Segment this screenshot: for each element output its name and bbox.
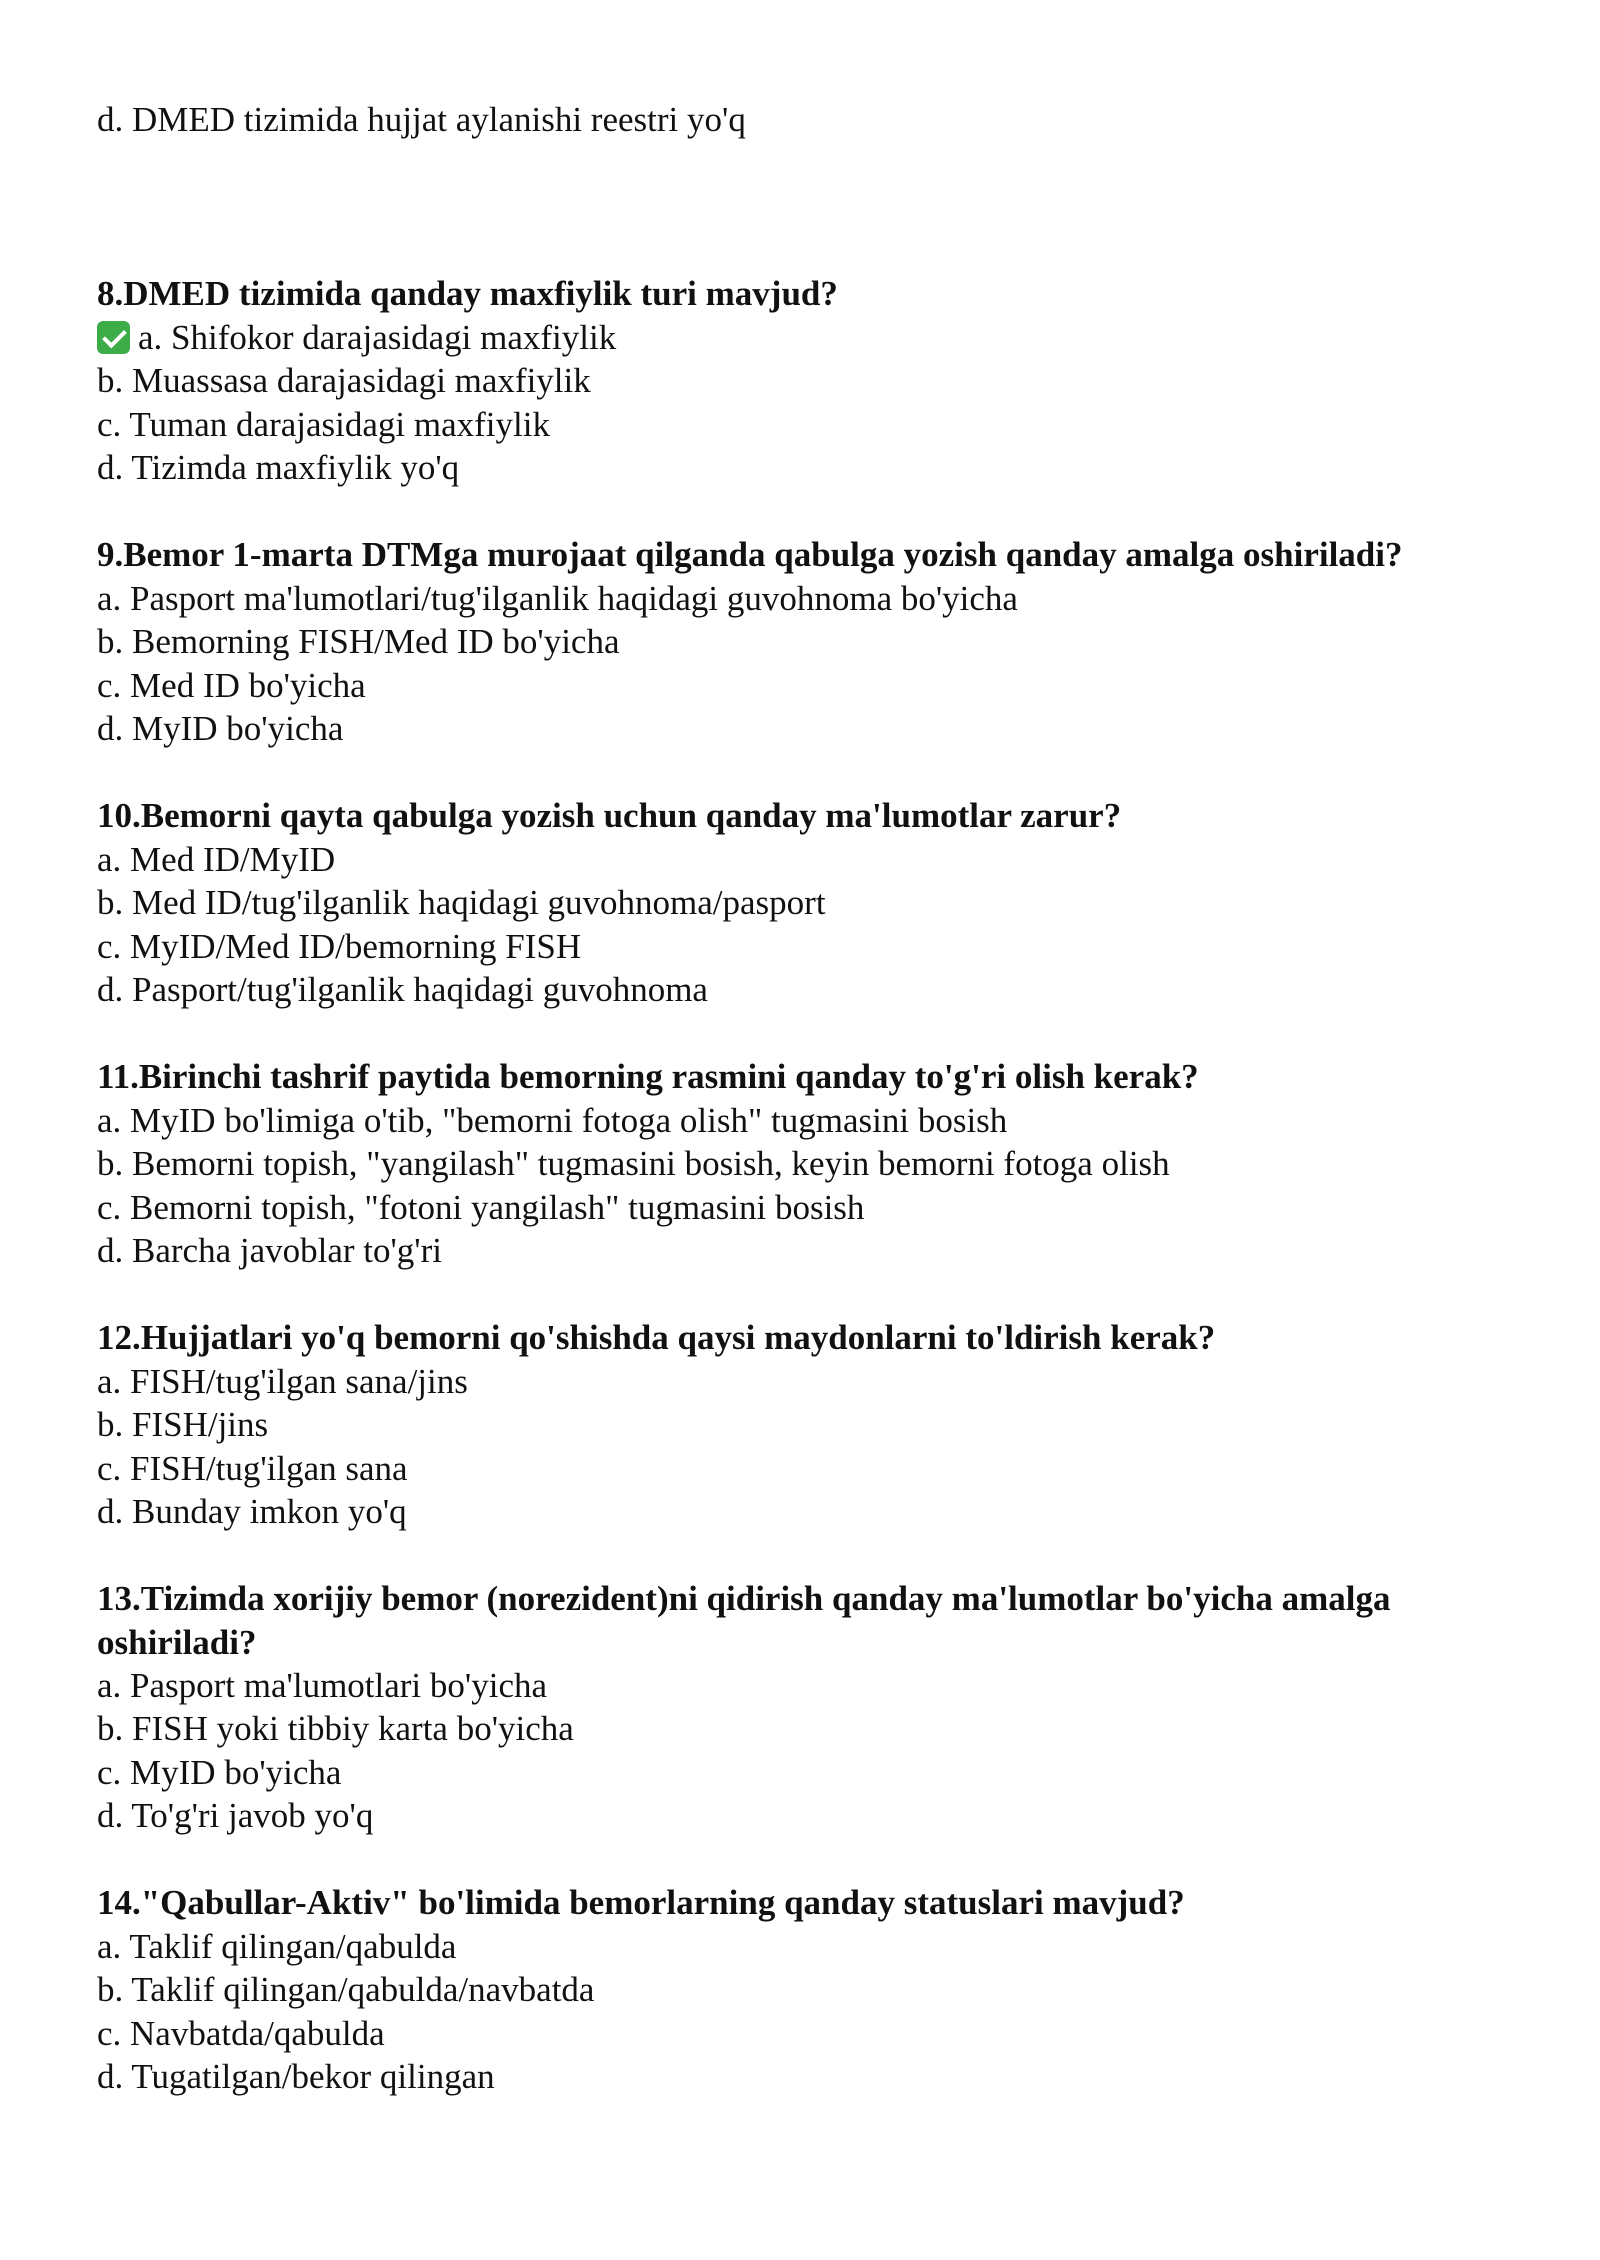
question-9-option-d: d. MyID bo'yicha [97, 709, 344, 748]
question-10-option-a: a. Med ID/MyID [97, 840, 336, 879]
question-14-option-d: d. Tugatilgan/bekor qilingan [97, 2057, 495, 2096]
question-12-option-c: c. FISH/tug'ilgan sana [97, 1449, 408, 1488]
question-11-option-d: d. Barcha javoblar to'g'ri [97, 1231, 442, 1270]
question-13-option-c: c. MyID bo'yicha [97, 1753, 342, 1792]
question-12-option-d: d. Bunday imkon yo'q [97, 1492, 407, 1531]
question-13-option-b: b. FISH yoki tibbiy karta bo'yicha [97, 1709, 574, 1748]
question-11-title: 11.Birinchi tashrif paytida bemorning rasmini qanday to'g'ri olish kerak? [97, 1057, 1199, 1096]
question-11-option-b: b. Bemorni topish, "yangilash" tugmasini bosish, keyin bemorni fotoga olish [97, 1144, 1170, 1183]
question-9-title: 9.Bemor 1-marta DTMga murojaat qilganda qabulga yozish qanday amalga oshiriladi? [97, 535, 1403, 574]
question-8-title: 8.DMED tizimida qanday maxfiylik turi mavjud? [97, 274, 838, 313]
question-13-option-d: d. To'g'ri javob yo'q [97, 1796, 374, 1835]
question-8-option-b: b. Muassasa darajasidagi maxfiylik [97, 361, 591, 400]
question-13-title: 13.Tizimda xorijiy bemor (norezident)ni qidirish qanday ma'lumotlar bo'yicha amalga oshiriladi? [97, 1579, 1391, 1662]
option-text: a. Shifokor darajasidagi maxfiylik [138, 318, 617, 357]
question-14-title: 14."Qabullar-Aktiv" bo'limida bemorlarning qanday statuslari mavjud? [97, 1883, 1185, 1922]
question-8-option-c: c. Tuman darajasidagi maxfiylik [97, 405, 550, 444]
question-8-option-a [97, 316, 616, 360]
question-14-option-b: b. Taklif qilingan/qabulda/navbatda [97, 1970, 595, 2009]
question-9-option-b: b. Bemorning FISH/Med ID bo'yicha [97, 622, 620, 661]
question-14-option-c: c. Navbatda/qabulda [97, 2014, 385, 2053]
question-13-option-a: a. Pasport ma'lumotlari bo'yicha [97, 1666, 548, 1705]
question-11-option-a: a. MyID bo'limiga o'tib, "bemorni fotoga olish" tugmasini bosish [97, 1101, 1008, 1140]
question-10-title: 10.Bemorni qayta qabulga yozish uchun qanday ma'lumotlar zarur? [97, 796, 1122, 835]
question-12-option-b: b. FISH/jins [97, 1405, 269, 1444]
question-9-option-c: c. Med ID bo'yicha [97, 666, 366, 705]
check-mark-button-icon [97, 321, 130, 354]
top-option: d. DMED tizimida hujjat aylanishi reestri yo'q [97, 100, 746, 139]
question-10-option-b: b. Med ID/tug'ilganlik haqidagi guvohnoma/pasport [97, 883, 826, 922]
question-12-option-a: a. FISH/tug'ilgan sana/jins [97, 1362, 468, 1401]
question-11-option-c: c. Bemorni topish, "fotoni yangilash" tugmasini bosish [97, 1188, 865, 1227]
question-10-option-c: c. MyID/Med ID/bemorning FISH [97, 927, 582, 966]
question-12-title: 12.Hujjatlari yo'q bemorni qo'shishda qaysi maydonlarni to'ldirish kerak? [97, 1318, 1216, 1357]
question-10-option-d: d. Pasport/tug'ilganlik haqidagi guvohnoma [97, 970, 708, 1009]
question-8-option-d: d. Tizimda maxfiylik yo'q [97, 448, 460, 487]
question-9-option-a: a. Pasport ma'lumotlari/tug'ilganlik haqidagi guvohnoma bo'yicha [97, 579, 1018, 618]
question-14-option-a: a. Taklif qilingan/qabulda [97, 1927, 457, 1966]
